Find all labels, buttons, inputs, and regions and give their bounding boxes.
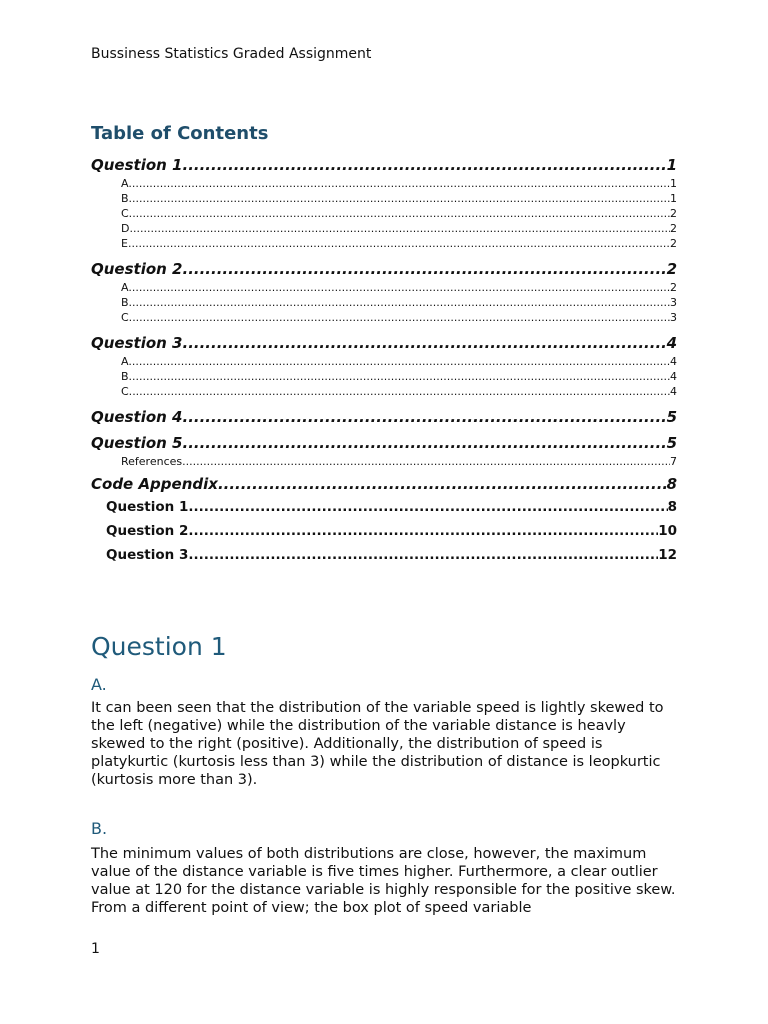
toc-entry-q3-b[interactable]: B. ..... 4: [91, 369, 677, 384]
toc-entry-question-2[interactable]: Question 2 ..... 2: [91, 258, 677, 280]
table-of-contents: [91, 154, 677, 567]
toc-entry-code-appendix[interactable]: Code Appendix ..... 8: [91, 473, 677, 495]
toc-entry-appendix-question-1[interactable]: Question 1 ..... 8: [91, 495, 677, 519]
subsection-heading-b: B.: [91, 819, 108, 838]
toc-entry-appendix-question-3[interactable]: Question 3 ..... 12: [91, 543, 677, 567]
toc-entry-references[interactable]: References ..... 7: [91, 454, 677, 469]
toc-entry-q1-b[interactable]: B. ..... 1: [91, 191, 677, 206]
page-header: Bussiness Statistics Graded Assignment: [91, 46, 372, 62]
toc-title: Table of Contents: [91, 123, 269, 144]
toc-entry-question-5[interactable]: Question 5 ..... 5: [91, 432, 677, 454]
toc-entry-q2-a[interactable]: A. ..... 2: [91, 280, 677, 295]
toc-entry-q2-c[interactable]: C. ..... 3: [91, 310, 677, 325]
toc-entry-q1-e[interactable]: E. ..... 2: [91, 236, 677, 251]
toc-entry-q3-a[interactable]: A. ..... 4: [91, 354, 677, 369]
paragraph-b: The minimum values of both distributions are close, however, the maximum value of the distance variable is five times higher. Furthermore, a clear outlier value at 120 for the distance variable is highly responsible for the positive skew. From a different point of view; the box plot of speed variable: [91, 846, 676, 916]
toc-entry-q3-c[interactable]: C. ..... 4: [91, 384, 677, 399]
toc-entry-q1-a[interactable]: A. ..... 1: [91, 176, 677, 191]
toc-entry-question-3[interactable]: Question 3 ..... 4: [91, 332, 677, 354]
toc-entry-question-1[interactable]: Question 1 ..... 1: [91, 154, 677, 176]
subsection-heading-a: A.: [91, 675, 107, 694]
toc-entry-q1-d[interactable]: D. ..... 2: [91, 221, 677, 236]
page-number: 1: [91, 941, 100, 957]
section-heading: Question 1: [91, 632, 227, 661]
toc-entry-q1-c[interactable]: C. ..... 2: [91, 206, 677, 221]
toc-entry-question-4[interactable]: Question 4 ..... 5: [91, 406, 677, 428]
paragraph-a: It can been seen that the distribution of the variable speed is lightly skewed to the left (negative) while the distribution of the variable distance is heavly skewed to the right (positive). Additionally, the distribution of speed is platykurtic (kurtosis less than 3) while the distribution of distance is leopkurtic (kurtosis more than 3).: [91, 700, 664, 788]
toc-entry-q2-b[interactable]: B. ..... 3: [91, 295, 677, 310]
toc-entry-appendix-question-2[interactable]: Question 2 ..... 10: [91, 519, 677, 543]
